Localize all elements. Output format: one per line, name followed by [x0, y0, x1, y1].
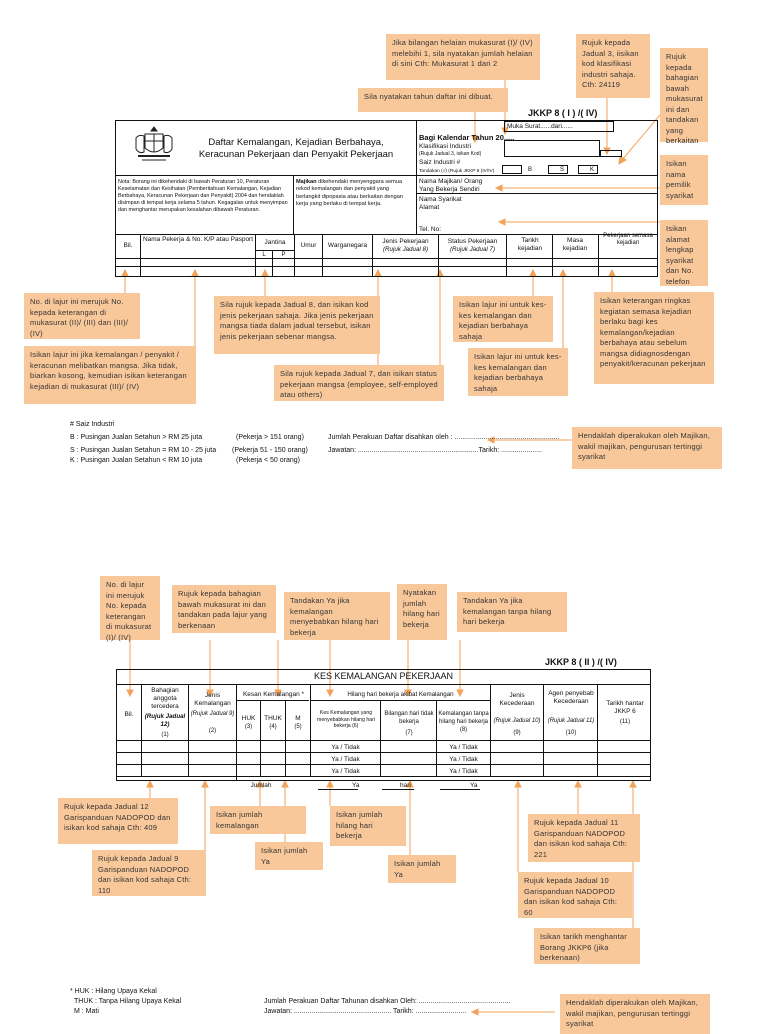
- nama-majikan-label: Nama Majikan/ Orang: [419, 178, 483, 185]
- saiz-k-desc: K : Pusingan Jualan Setahun < RM 10 juta: [70, 457, 203, 464]
- saiz-b-label: B: [528, 167, 533, 173]
- col-masa: Masa kejadian: [562, 237, 588, 252]
- f2-col-bahagian: Bahagian anggota tercedera: [151, 687, 179, 710]
- jumlah-ya-1: Ya: [352, 782, 360, 789]
- bagi-kalendar-label: Bagi Kalendar Tahun 20.....: [419, 133, 515, 142]
- note-tarikh-kes: Isikan lajur ini untuk kes-kes kemalangan dan kejadian berbahaya sahaja: [453, 296, 553, 342]
- f2-col-m: M: [295, 715, 301, 722]
- legend-thuk: THUK : Tanpa Hilang Upaya Kekal: [74, 998, 182, 1005]
- note-jadual-8: Sila rujuk kepada Jadual 8, dan isikan kod jenis pekerjaan sahaja. Jika jenis pekerjaan mangsa tiada dalam jadual tersebut, isikan jenis pekerjaan sebenar mangsa.: [214, 296, 380, 354]
- muka-surat-label: Muka Surat......dari......: [507, 123, 573, 130]
- col-l: L: [262, 252, 266, 258]
- f2-col-jenis-kecederaan-sub: (Rujuk Jadual 10): [493, 718, 541, 724]
- col-warganegara: Warganegara: [327, 242, 368, 249]
- coat-of-arms-icon: [132, 124, 176, 164]
- col-jantina: Jantina: [264, 239, 286, 246]
- note-saiz-industri: Rujuk kepada bahagian bawah mukasurat ini dan tandakan yang berkaitan: [660, 48, 708, 142]
- note-tandakan-ya: Tandakan Ya jika kemalangan menyebabkan hilang hari bekerja: [284, 592, 390, 640]
- f2-col-jenis-kemalangan-num: (2): [208, 728, 217, 734]
- row1-tanpa-ya-tidak[interactable]: Ya / Tidak: [449, 744, 478, 751]
- note-jumlah-hilang: Nyatakan jumlah hilang hari bekerja: [397, 584, 447, 640]
- note-alamat: Isikan alamat lengkap syarikat dan No. telefon: [660, 220, 708, 286]
- col-umur: Umur: [300, 242, 317, 249]
- f2-col-jenis-kecederaan-num: (9): [513, 730, 521, 736]
- form1-title-line1: Daftar Kemalangan, Kejadian Berbahaya,: [208, 137, 384, 148]
- note-jumlah-hilang-hari: Isikan jumlah hilang hari bekerja: [330, 806, 406, 846]
- saiz-header: # Saiz Industri: [70, 421, 115, 428]
- note-masa-kes: Isikan lajur ini untuk kes-kes kemalangan dan kejadian berbahaya sahaja: [468, 348, 568, 396]
- f2-col-jenis-kemalangan: Jenis Kemalangan: [194, 692, 231, 707]
- saiz-s-pekerja: (Pekerja 51 - 150 orang): [232, 447, 308, 454]
- col-p: P: [281, 252, 286, 258]
- note-jumlah-kemalangan: Isikan jumlah kemalangan: [210, 806, 306, 834]
- f2-col-jenis-kecederaan: Jenis Kecederaan: [499, 692, 535, 707]
- note-tanpa-hilang: Tandakan Ya jika kemalangan tanpa hilang hari bekerja: [457, 592, 567, 632]
- saiz-s-desc: S : Pusingan Jualan Setahun = RM 10 - 25 juta: [70, 447, 217, 454]
- f2-col-kemalangan-tanpa: [437, 710, 490, 734]
- saiz-s-checkbox[interactable]: [548, 165, 568, 174]
- f2-col-tarikh-hantar: Tarikh hantar JKKP 6: [606, 700, 644, 715]
- klasifikasi-sub: (Rujuk Jadual 3, isikan Kod): [419, 151, 482, 157]
- f2-col-huk-num: (3): [244, 724, 253, 730]
- note-perakuan-bottom: Hendaklah diperakukan oleh Majikan, wakil majikan, pengurusan tertinggi syarikat: [560, 994, 710, 1034]
- f2-col-bahagian-num: (1): [161, 732, 169, 738]
- col-nama: Nama Pekerja & No. K/P atau Pasport: [142, 236, 254, 243]
- saiz-s-label: S: [560, 167, 565, 173]
- note-klasifikasi: Rujuk kepada Jadual 3, iisikan kod klasifikasi industri sahaja. Cth: 24119: [576, 34, 650, 98]
- col-jenis-pekerjaan: Jenis Pekerjaan: [382, 238, 429, 245]
- saiz-industri-label: Saiz Industri #: [419, 159, 461, 166]
- note-helaian: Jika bilangan helaian mukasurat (I)/ (IV) melebihi 1, sila nyatakan jumlah helaian di sini Cth: Mukasurat 1 dari 2: [386, 34, 540, 80]
- f2-col-agen-num: (10): [565, 730, 577, 736]
- f2-col-bahagian-sub: (Rujuk Jadual 12): [144, 713, 186, 728]
- majikan-label: Majikan: [296, 179, 317, 185]
- form1-nota: Nota: Borang ini dikehendaki di bawah Peraturan 10, Peraturan Keselamatan dan Kesihatan (Pemberitahuan Kemalangan, Kejadian Berbahaya, Keracunan Pekerjaan dan Penyakit) 2004 dan hendaklah disimpan di tempat kerja selama 5 tahun. Kegagalan untuk menyimpan dan menghantar merupakan kesalahan dibawah Peraturan.: [118, 179, 288, 213]
- f2-col-bil: Bil.: [124, 711, 134, 718]
- row2-tanpa-ya-tidak[interactable]: Ya / Tidak: [449, 756, 478, 763]
- row3-tanpa-ya-tidak[interactable]: Ya / Tidak: [449, 768, 478, 775]
- form2-code: JKKP 8 ( II ) /( IV): [545, 657, 617, 667]
- klasifikasi-kod-field[interactable]: [600, 150, 622, 157]
- f2-col-bilangan-hari-num: (7): [405, 730, 413, 736]
- alamat-label: Alamat: [419, 204, 440, 211]
- f2-col-bilangan-hari: Bilangan hari tidak bekerja: [384, 711, 434, 725]
- row1-kes-ya-tidak[interactable]: Ya / Tidak: [331, 744, 360, 751]
- form2-title: KES KEMALANGAN PEKERJAAN: [313, 671, 454, 681]
- f2-col-jenis-kemalangan-sub: (Rujuk Jadual 9): [190, 711, 235, 717]
- kemalangan-tanpa-num: (8): [459, 727, 468, 733]
- kes-kemalangan-label: Kes Kemalangan yang menyebabkan hilang hari bekerja: [317, 710, 375, 729]
- yang-bekerja-label: Yang Bekerja Sendiri: [419, 186, 480, 193]
- jumlah-ya-2: Ya: [470, 782, 478, 789]
- saiz-k-label: K: [590, 167, 595, 173]
- nama-syarikat-label: Nama Syarikat: [419, 196, 462, 203]
- legend-m: M : Mati: [74, 1008, 99, 1015]
- f2-col-agen-sub: (Rujuk Jadual 11): [547, 718, 595, 724]
- note-perakuan-top: Hendaklah diperakukan oleh Majikan, wakil majikan, pengurusan tertinggi syarikat: [572, 427, 722, 469]
- note-jadual-9: Rujuk kepada Jadual 9 Garispanduan NADOPOD dan isikan kod sahaja Cth: 110: [92, 850, 206, 896]
- note-isikan-lajur: Isikan lajur ini jika kemalangan / penyakit / keracunan melibatkan mangsa. Jika tidak, biarkan kosong, kemudian isikan keterangan kejadian di mukasurat (III)/ (IV): [24, 346, 196, 404]
- col-tarikh: Tarikh kejadian: [517, 237, 543, 252]
- legend-disahkan: Jumlah Perakuan Daftar Tahunan disahkan Oleh: ...............................................: [264, 998, 511, 1005]
- note-no-lajur: No. di lajur ini merujuk No. kepada keterangan di mukasurat (II)/ (III) dan (III)/ (IV): [24, 293, 140, 339]
- note-jadual-12: Rujuk kepada Jadual 12 Garispanduan NADOPOD dan isikan kod sahaja Cth: 409: [58, 798, 178, 844]
- col-bil: Bil.: [123, 242, 133, 249]
- note-jadual-10: Rujuk kepada Jadual 10 Garispanduan NADOPOD dan isikan kod sahaja Cth: 60: [518, 872, 632, 918]
- note-jumlah-ya-1: Isikan jumlah Ya: [255, 842, 323, 870]
- kemalangan-tanpa-label: Kemalangan tanpa hilang hari bekerja: [438, 711, 489, 725]
- tandakan-label: Tandakan (√) (Rujuk JKKP 8 (IV/IV): [419, 169, 495, 174]
- f2-col-hilang-hari: Hilang hari bekerja akibat Kemalangan: [347, 691, 454, 698]
- f2-col-tarikh-hantar-num: (11): [619, 719, 631, 725]
- f2-col-thuk: THUK: [264, 715, 282, 722]
- f2-col-thuk-num: (4): [269, 724, 277, 730]
- saiz-k-pekerja: (Pekerja < 50 orang): [236, 457, 301, 464]
- col-status-pekerjaan: Status Pekerjaan: [447, 238, 498, 245]
- note-tahun: Sila nyatakan tahun daftar ini dibuat.: [358, 88, 508, 112]
- note-tarikh-jkkp6: Isikan tarikh menghantar Borang JKKP6 (jika berkenaan): [534, 928, 640, 964]
- perakuan-disahkan: Jumlah Perakuan Daftar disahkan oleh : ......................................................: [328, 434, 560, 441]
- form1-code: JKKP 8 ( I ) /( IV): [528, 108, 598, 118]
- row3-kes-ya-tidak[interactable]: Ya / Tidak: [331, 768, 360, 775]
- col-jenis-pekerjaan-sub: (Rujuk Jadual 8): [382, 246, 429, 253]
- f2-col-agen: Agen penyebab Kecederaan: [548, 690, 594, 705]
- form1-majikan: [296, 179, 414, 209]
- note-kesan-kemalangan: Rujuk kepada bahagian bawah mukasurat ini dan tandakan pada lajur yang berkenaan: [172, 585, 276, 633]
- f2-col-kesan: Kesan Kemalangan *: [242, 691, 305, 698]
- f2-col-m-num: (5): [294, 724, 302, 730]
- klasifikasi-label: Klasifikasi Industri: [419, 143, 472, 150]
- note-nama-pemilik: Isikan nama pemilik syarikat: [660, 155, 708, 205]
- saiz-k-checkbox[interactable]: [578, 165, 598, 174]
- legend-jawatan: Jawatan: .................................................. Tarikh: ..........................: [264, 1008, 467, 1015]
- form1-title-line2: Keracunan Pekerjaan dan Penyakit Pekerjaan: [198, 149, 394, 160]
- note-jadual-11: Rujuk kepada Jadual 11 Garispanduan NADOPOD dan isikan kod sahaja Cth: 221: [528, 814, 640, 862]
- f2-col-huk: HUK: [241, 715, 256, 722]
- saiz-b-checkbox[interactable]: [502, 165, 522, 174]
- saiz-b-pekerja: (Pekerja > 151 orang): [236, 434, 304, 441]
- note-jumlah-ya-2: Isikan jumlah Ya: [388, 855, 456, 883]
- note-pekerjaan-semasa: Isikan keterangan ringkas kegiatan semasa kejadian berlaku bagi kes kemalangan/kejadian berbahaya atau sebelum mangsa didiagnosdengan penyakit/keracunan pekerjaan: [594, 292, 714, 384]
- jumlah-label: Jumlah: [250, 782, 272, 789]
- col-pekerjaan-semasa: Pekerjaan semasa kejadian: [603, 233, 653, 246]
- tel-label: Tel. No:: [419, 226, 442, 233]
- klasifikasi-field[interactable]: [504, 140, 600, 157]
- f2-col-kes-kemalangan: [312, 710, 380, 730]
- legend-huk: * HUK : Hilang Upaya Kekal: [70, 988, 157, 995]
- note-no-lajur-2: No. di lajur ini merujuk No. kepada keterangan di mukasurat (I)/ (IV): [100, 576, 160, 640]
- kes-kemalangan-num: (6): [352, 723, 359, 729]
- col-status-pekerjaan-sub: (Rujuk Jadual 7): [449, 246, 496, 253]
- majikan-text: dikehendaki menyenggara semua rekod kemalangan dan penyakit yang berlangkit dipopasia atau berkaitan dengan kerja yang berlaku di tempat kerja.: [296, 179, 403, 208]
- perakuan-jawatan: Jawatan: ..............................................................Tarikh: .....................: [328, 447, 542, 454]
- saiz-b-desc: B : Pusingan Jualan Setahun > RM 25 juta: [70, 434, 203, 441]
- jumlah-hari: hari: [400, 782, 411, 789]
- note-jadual-7: Sila rujuk kepada Jadual 7, dan isikan status pekerjaan mangsa (employee, self-employed atau others): [274, 365, 444, 401]
- row2-kes-ya-tidak[interactable]: Ya / Tidak: [331, 756, 360, 763]
